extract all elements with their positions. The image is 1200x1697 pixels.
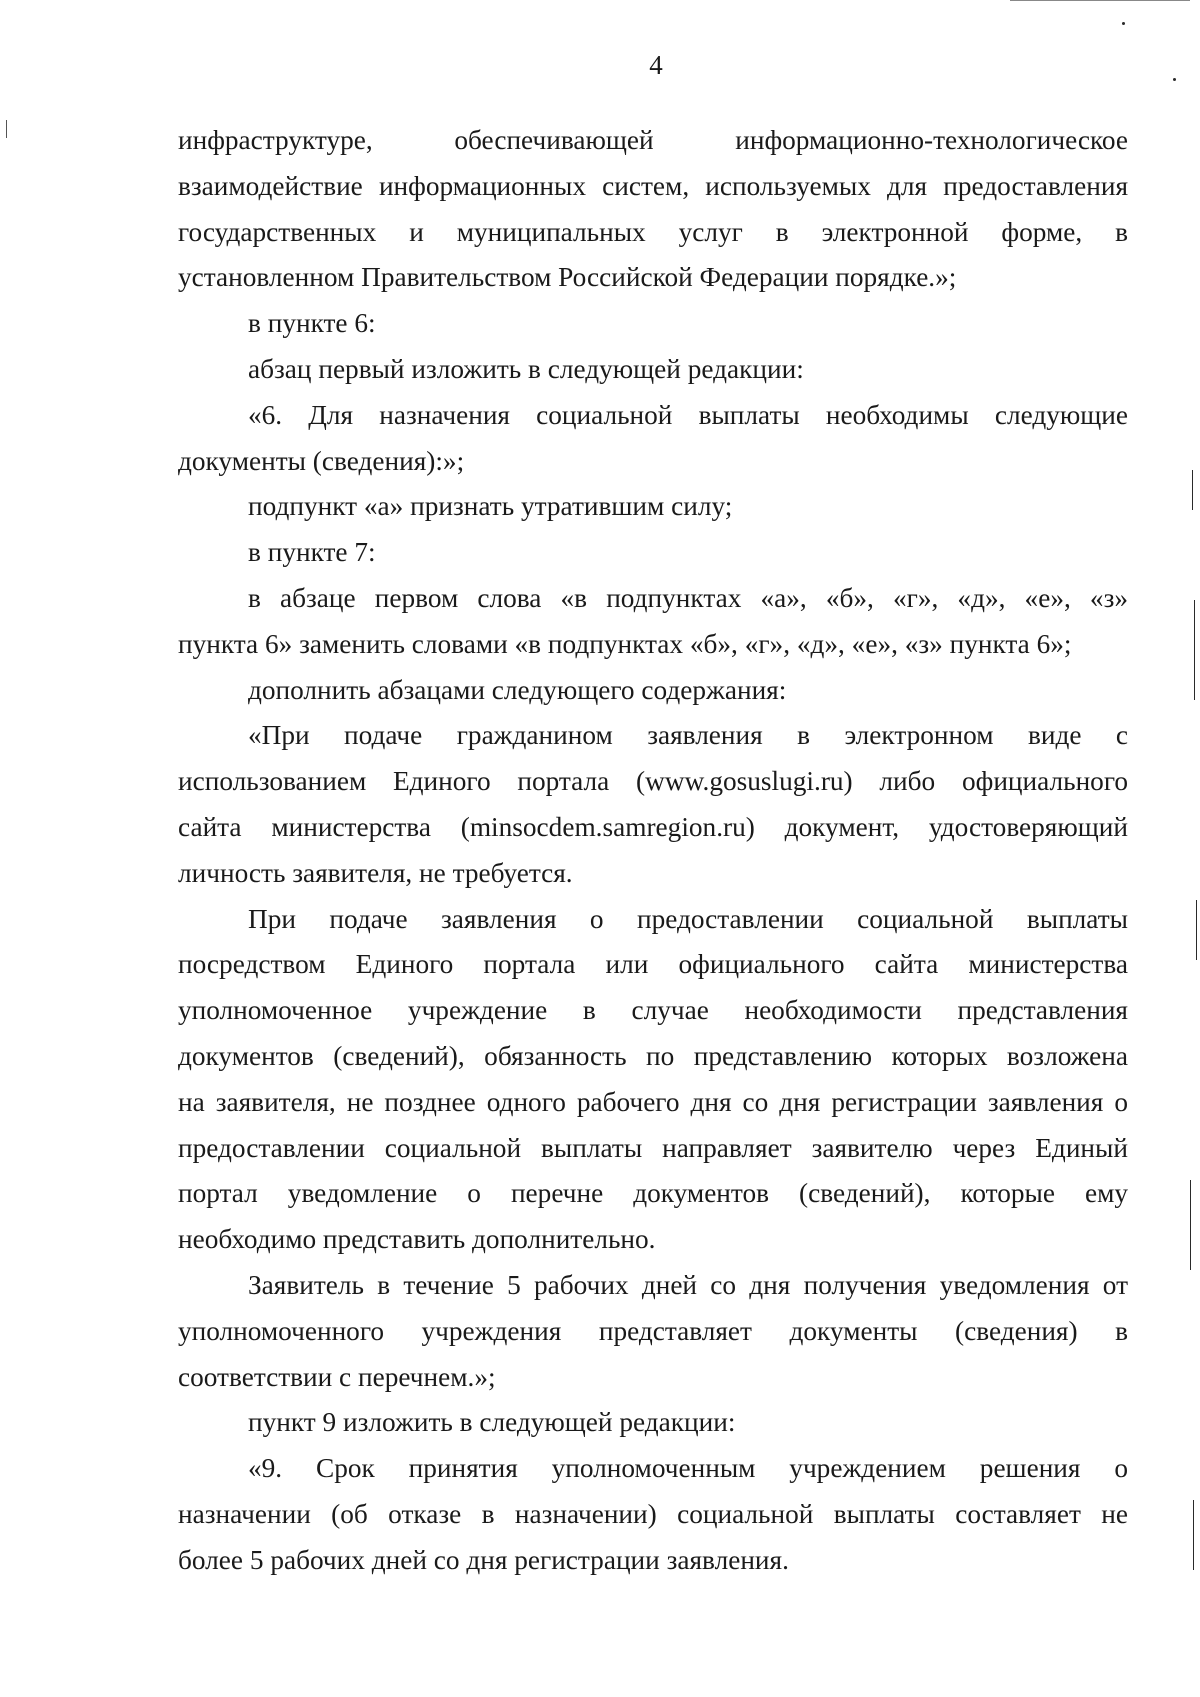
text-line: дополнить абзацами следующего содержания: [248, 674, 787, 705]
text-line: посредством Единого портала или официального сайта министерства [178, 949, 1128, 980]
text-line: предоставлении социальной выплаты направляет заявителю через Единый [178, 1132, 1128, 1163]
text-line: инфраструктуре, обеспечивающей информационно-технологическое [178, 125, 1128, 155]
text-line: на заявителя, не позднее одного рабочего дня со дня регистрации заявления о [178, 1086, 1128, 1117]
text-line: уполномоченного учреждения представляет документы (сведения) в [178, 1315, 1128, 1346]
text-line: использованием Единого портала (www.gosuslugi.ru) либо официального [178, 766, 1128, 797]
text-line: в пункте 6: [248, 308, 376, 339]
scan-artifact [1190, 1180, 1191, 1270]
text-line: «9. Срок принятия уполномоченным учреждением решения о [248, 1453, 1128, 1484]
scan-artifact [1194, 600, 1195, 700]
text-line: назначении (об отказе в назначении) социальной выплаты составляет не [178, 1498, 1128, 1529]
scan-artifact [1122, 22, 1125, 25]
text-line: личность заявителя, не требуется. [178, 857, 573, 888]
text-line: установленном Правительством Российской Федерации порядке.»; [178, 262, 957, 293]
text-line: взаимодействие информационных систем, используемых для предоставления [178, 170, 1128, 201]
text-line: портал уведомление о перечне документов (сведений), которые ему [178, 1178, 1128, 1209]
page-number: 4 [649, 50, 663, 80]
text-line: Заявитель в течение 5 рабочих дней со дня получения уведомления от [248, 1269, 1128, 1300]
text-line: соответствии с перечнем.»; [178, 1361, 496, 1392]
text-line: уполномоченное учреждение в случае необходимости представления [178, 995, 1128, 1026]
scan-artifact [1193, 1500, 1194, 1570]
text-line: в абзаце первом слова «в подпунктах «а», «б», «г», «д», «е», «з» [248, 582, 1128, 613]
text-line: документы (сведения):»; [178, 445, 465, 476]
scan-artifact [1192, 470, 1193, 510]
text-line: подпункт «а» признать утратившим силу; [248, 491, 733, 522]
scan-artifact [1196, 900, 1197, 960]
text-line: «6. Для назначения социальной выплаты необходимы следующие [248, 399, 1128, 430]
scan-artifact [6, 120, 7, 138]
text-line: «При подаче гражданином заявления в электронном виде с [248, 720, 1128, 751]
scan-artifact [1010, 0, 1190, 1]
text-line: сайта министерства (minsocdem.samregion.ru) документ, удостоверяющий [178, 811, 1128, 842]
text-line: государственных и муниципальных услуг в электронной форме, в [178, 216, 1128, 247]
text-line: пункт 9 изложить в следующей редакции: [248, 1407, 736, 1438]
text-line: пункта 6» заменить словами «в подпунктах «б», «г», «д», «е», «з» пункта 6»; [178, 628, 1072, 659]
document-body [178, 118, 1128, 1584]
text-line: При подаче заявления о предоставлении социальной выплаты [248, 903, 1128, 934]
text-line: более 5 рабочих дней со дня регистрации заявления. [178, 1544, 789, 1575]
scan-artifact [1173, 78, 1176, 81]
text-line: в пункте 7: [248, 537, 376, 568]
text-line: абзац первый изложить в следующей редакции: [248, 353, 804, 384]
text-line: необходимо представить дополнительно. [178, 1224, 656, 1255]
text-line: документов (сведений), обязанность по представлению которых возложена [178, 1040, 1128, 1071]
